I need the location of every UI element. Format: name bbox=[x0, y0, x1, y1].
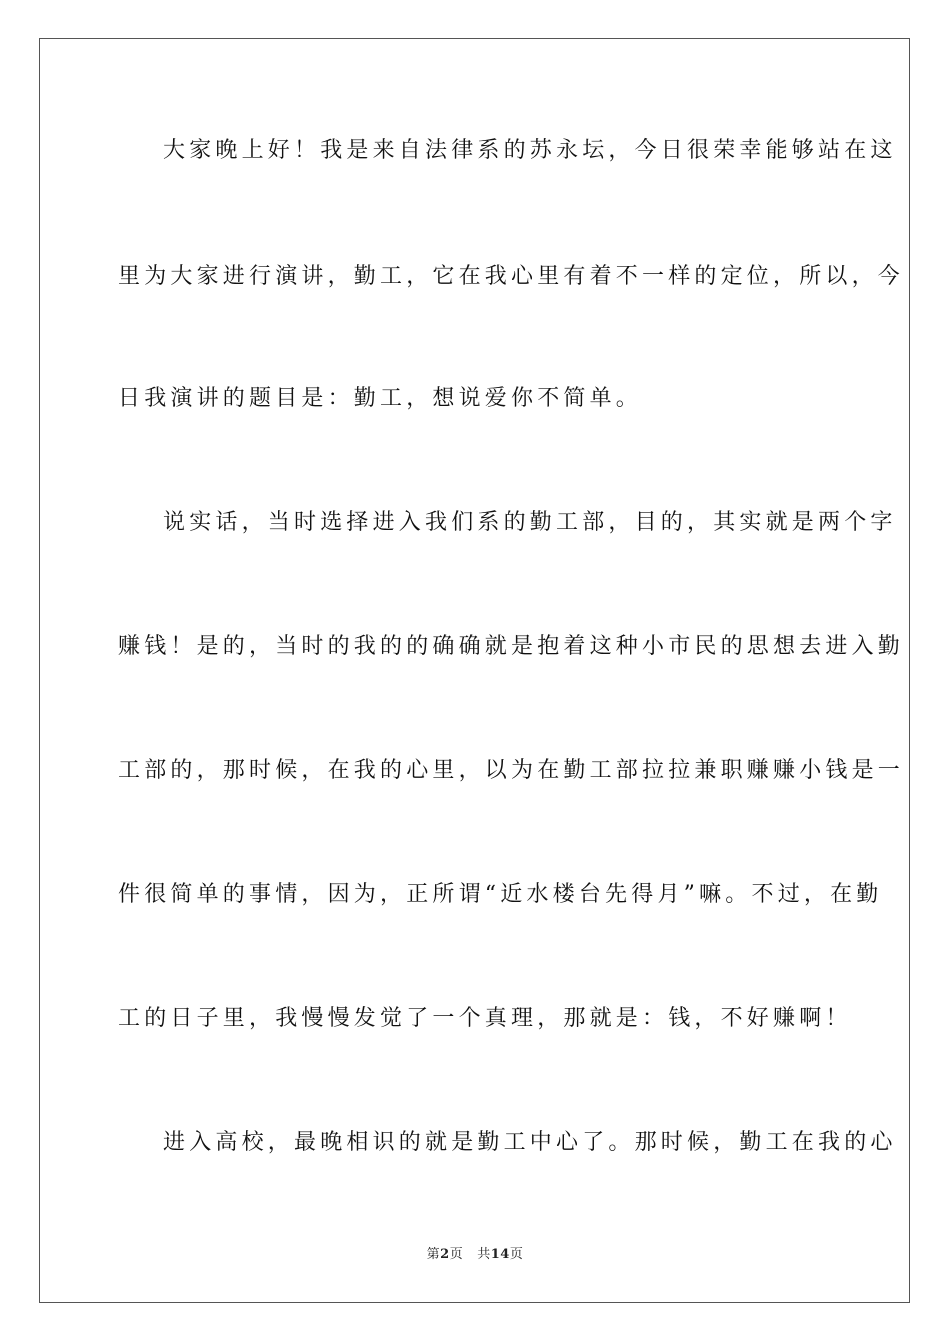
paragraph-1-line-3: 日我演讲的题目是：勤工，想说爱你不简单。 bbox=[118, 386, 643, 411]
paragraph-2-line-1: 说实话，当时选择进入我们系的勤工部，目的，其实就是两个字 bbox=[163, 510, 897, 535]
paragraph-2-line-3: 工部的，那时候，在我的心里，以为在勤工部拉拉兼职赚赚小钱是一 bbox=[118, 758, 905, 783]
total-prefix: 共 bbox=[477, 1247, 491, 1262]
paragraph-2-line-4: 件很简单的事情，因为，正所谓“近水楼台先得月”嘛。不过，在勤 bbox=[118, 882, 883, 907]
paragraph-2-line-5: 工的日子里，我慢慢发觉了一个真理，那就是：钱，不好赚啊！ bbox=[118, 1006, 852, 1031]
page-number: 2 bbox=[440, 1247, 450, 1262]
total-pages: 14 bbox=[490, 1247, 510, 1262]
paragraph-2-line-2: 赚钱！是的，当时的我的的确确就是抱着这种小市民的思想去进入勤 bbox=[118, 634, 905, 659]
paragraph-1-line-2: 里为大家进行演讲，勤工，它在我心里有着不一样的定位，所以，今 bbox=[118, 264, 905, 289]
page-suffix: 页 bbox=[449, 1247, 464, 1262]
page-prefix: 第 bbox=[426, 1247, 441, 1262]
paragraph-1-line-1: 大家晚上好！我是来自法律系的苏永坛，今日很荣幸能够站在这 bbox=[163, 138, 897, 163]
total-suffix: 页 bbox=[509, 1247, 524, 1262]
page-frame bbox=[39, 38, 910, 1303]
page-footer bbox=[0, 1246, 950, 1264]
paragraph-3-line-1: 进入高校，最晚相识的就是勤工中心了。那时候，勤工在我的心 bbox=[163, 1130, 897, 1155]
